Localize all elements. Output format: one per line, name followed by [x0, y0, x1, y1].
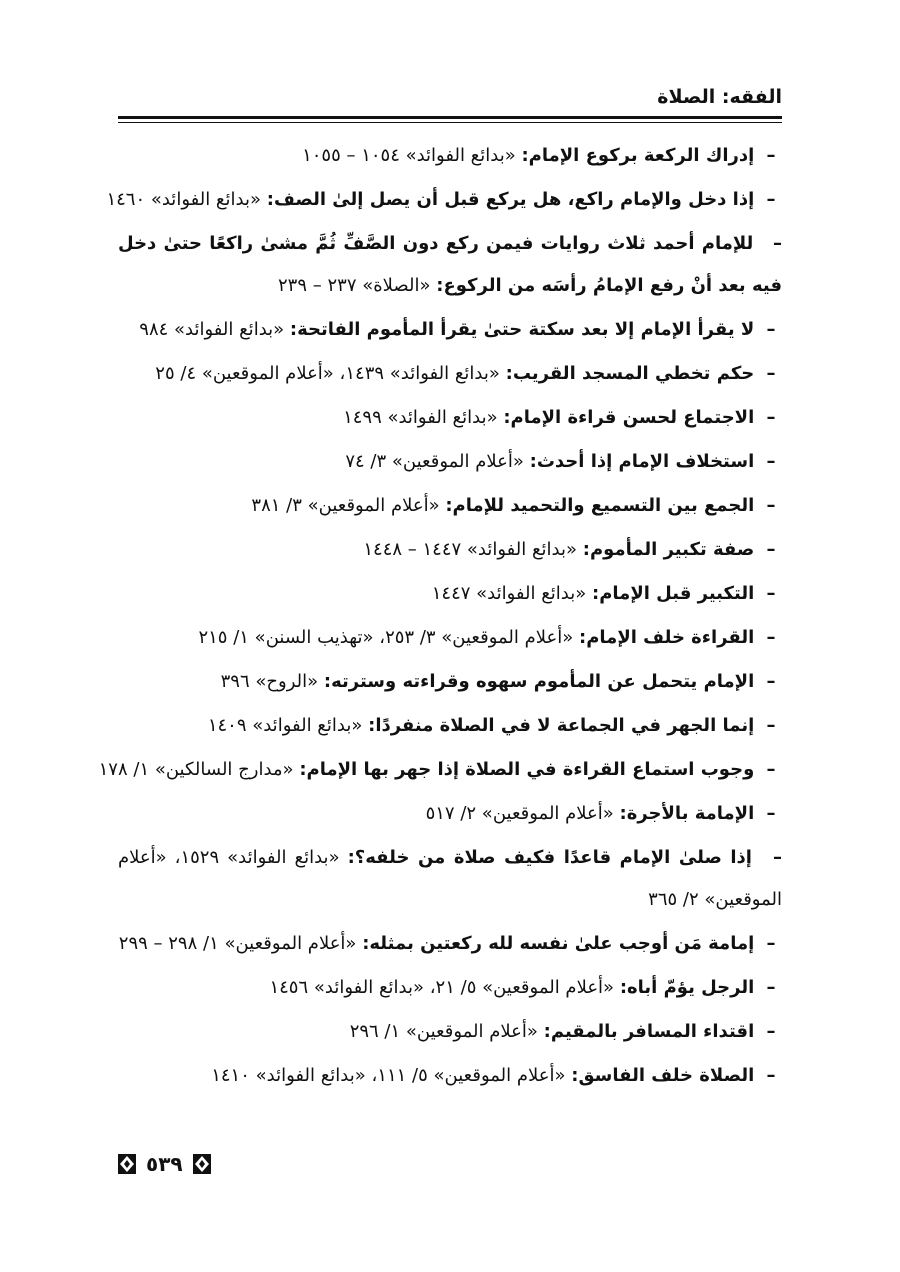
diamond-ornament-icon [118, 1154, 136, 1174]
index-entry: – إذا صلىٰ الإمام قاعدًا فكيف صلاة من خلفه؟: «بدائع الفوائد» ١٥٢٩، «أعلام الموقعين» ٢/ ٣٦٥ [118, 837, 782, 921]
running-header-title: الفقه: الصلاة [657, 86, 782, 108]
entry-topic: وجوب استماع القراءة في الصلاة إذا جهر بها الإمام [306, 759, 755, 780]
index-entry: – اقتداء المسافر بالمقيم: «أعلام الموقعين» ١/ ٢٩٦ [118, 1011, 782, 1053]
entry-reference: «أعلام الموقعين» ٣/ ٣٨١ [251, 495, 440, 516]
entry-reference: «بدائع الفوائد» ١٤٣٩، «أعلام الموقعين» ٤/ ٢٥ [155, 363, 500, 384]
index-entry: – حكم تخطي المسجد القريب: «بدائع الفوائد» ١٤٣٩، «أعلام الموقعين» ٤/ ٢٥ [118, 353, 782, 395]
entry-reference: «أعلام الموقعين» ٥/ ٢١، «بدائع الفوائد» ١٤٥٦ [269, 977, 615, 998]
entry-topic: القراءة خلف الإمام [586, 627, 755, 648]
entry-reference: «بدائع الفوائد» ١٤٩٩ [343, 407, 498, 428]
index-entry: – الصلاة خلف الفاسق: «أعلام الموقعين» ٥/ ١١١، «بدائع الفوائد» ١٤١٠ [118, 1055, 782, 1097]
page-number: ٥٣٩ [146, 1152, 183, 1176]
entry-dash: – [766, 319, 776, 340]
entry-reference: «بدائع الفوائد» ١٠٥٤ – ١٠٥٥ [302, 145, 516, 166]
header-rule-thin [118, 122, 782, 123]
entry-dash: – [766, 671, 776, 692]
index-entry: – صفة تكبير المأموم: «بدائع الفوائد» ١٤٤٧ – ١٤٤٨ [118, 529, 782, 571]
entry-reference: «الصلاة» ٢٣٧ – ٢٣٩ [278, 275, 431, 296]
index-entry: – إدراك الركعة بركوع الإمام: «بدائع الفوائد» ١٠٥٤ – ١٠٥٥ [118, 135, 782, 177]
entry-dash: – [766, 627, 776, 648]
entry-reference: «بدائع الفوائد» ١٤٠٩ [207, 715, 363, 736]
entry-topic: الإمام يتحمل عن المأموم سهوه وقراءته وسترته [331, 671, 755, 692]
entry-topic: الإمامة بالأجرة [626, 803, 755, 824]
entry-dash: – [766, 583, 776, 604]
index-entry: – للإمام أحمد ثلاث روايات فيمن ركع دون الصَّفِّ ثُمَّ مشىٰ راكعًا حتىٰ دخل فيه بعد أنْ رفع الإمامُ رأسَه من الركوع: «الصلاة» ٢٣٧ – ٢٣٩ [118, 223, 782, 307]
index-entry: – إذا دخل والإمام راكع، هل يركع قبل أن يصل إلىٰ الصف: «بدائع الفوائد» ١٤٦٠ [118, 179, 782, 221]
entry-dash: – [766, 933, 776, 954]
entry-dash: – [766, 1065, 776, 1086]
entry-dash: – [773, 233, 782, 254]
diamond-ornament-icon [193, 1154, 211, 1174]
entry-dash: – [766, 715, 776, 736]
entry-reference: «بدائع الفوائد» ٩٨٤ [139, 319, 285, 340]
index-entry: – الرجل يؤمّ أباه: «أعلام الموقعين» ٥/ ٢١، «بدائع الفوائد» ١٤٥٦ [118, 967, 782, 1009]
entry-dash: – [766, 451, 776, 472]
entry-dash: – [766, 145, 776, 166]
entry-reference: «الروح» ٣٩٦ [220, 671, 319, 692]
entry-dash: – [766, 803, 776, 824]
entry-topic: لا يقرأ الإمام إلا بعد سكتة حتىٰ يقرأ المأموم الفاتحة [297, 319, 755, 340]
entry-topic: الجمع بين التسميع والتحميد للإمام [452, 495, 755, 516]
entry-dash: – [766, 407, 776, 428]
entry-reference: «أعلام الموقعين» ٢/ ٥١٧ [425, 803, 614, 824]
entry-topic: إذا صلىٰ الإمام قاعدًا فكيف صلاة من خلفه؟ [354, 847, 752, 868]
entry-topic: إمامة مَن أوجب علىٰ نفسه لله ركعتين بمثله [369, 933, 755, 954]
entry-dash: – [766, 495, 776, 516]
index-entry: – الإمامة بالأجرة: «أعلام الموقعين» ٢/ ٥١٧ [118, 793, 782, 835]
page-folio [118, 1152, 211, 1176]
entry-reference: «أعلام الموقعين» ١/ ٢٩٨ – ٢٩٩ [118, 933, 357, 954]
entry-reference: «مدارج السالكين» ١/ ١٧٨ [98, 759, 294, 780]
entry-topic: الرجل يؤمّ أباه [627, 977, 755, 998]
entry-topic: الاجتماع لحسن قراءة الإمام [510, 407, 755, 428]
entry-reference: «بدائع الفوائد» ١٤٤٧ – ١٤٤٨ [363, 539, 578, 560]
entry-dash: – [766, 539, 776, 560]
index-entry: – إمامة مَن أوجب علىٰ نفسه لله ركعتين بمثله: «أعلام الموقعين» ١/ ٢٩٨ – ٢٩٩ [118, 923, 782, 965]
entry-topic: اقتداء المسافر بالمقيم [550, 1021, 755, 1042]
index-entry: – الاجتماع لحسن قراءة الإمام: «بدائع الفوائد» ١٤٩٩ [118, 397, 782, 439]
index-entry: – إنما الجهر في الجماعة لا في الصلاة منفردًا: «بدائع الفوائد» ١٤٠٩ [118, 705, 782, 747]
entry-reference: «أعلام الموقعين» ٣/ ٧٤ [345, 451, 524, 472]
entry-reference: «بدائع الفوائد» ١٤٤٧ [431, 583, 587, 604]
entry-dash: – [766, 977, 776, 998]
entry-reference: «أعلام الموقعين» ٣/ ٢٥٣، «تهذيب السنن» ١/ ٢١٥ [198, 627, 574, 648]
entry-topic: الصلاة خلف الفاسق [578, 1065, 755, 1086]
entry-topic: التكبير قبل الإمام [599, 583, 755, 604]
index-entry: – الجمع بين التسميع والتحميد للإمام: «أعلام الموقعين» ٣/ ٣٨١ [118, 485, 782, 527]
entry-reference: «أعلام الموقعين» ٥/ ١١١، «بدائع الفوائد» ١٤١٠ [211, 1065, 566, 1086]
entry-topic: إدراك الركعة بركوع الإمام [528, 145, 755, 166]
entry-reference: «أعلام الموقعين» ١/ ٢٩٦ [349, 1021, 538, 1042]
entry-topic: للإمام أحمد ثلاث روايات فيمن ركع دون الصَّفِّ ثُمَّ مشىٰ راكعًا حتىٰ دخل فيه بعد أنْ رفع الإمامُ رأسَه من الركوع [118, 233, 782, 296]
entry-topic: استخلاف الإمام إذا أحدث [536, 451, 755, 472]
entry-reference: «بدائع الفوائد» ١٤٦٠ [106, 189, 261, 210]
index-entry: – الإمام يتحمل عن المأموم سهوه وقراءته وسترته: «الروح» ٣٩٦ [118, 661, 782, 703]
entry-topic: حكم تخطي المسجد القريب [512, 363, 755, 384]
entry-dash: – [766, 759, 776, 780]
index-entry: – التكبير قبل الإمام: «بدائع الفوائد» ١٤٤٧ [118, 573, 782, 615]
index-entry: – استخلاف الإمام إذا أحدث: «أعلام الموقعين» ٣/ ٧٤ [118, 441, 782, 483]
index-entry: – لا يقرأ الإمام إلا بعد سكتة حتىٰ يقرأ المأموم الفاتحة: «بدائع الفوائد» ٩٨٤ [118, 309, 782, 351]
entry-topic: إذا دخل والإمام راكع، هل يركع قبل أن يصل إلىٰ الصف [273, 189, 755, 210]
entry-topic: إنما الجهر في الجماعة لا في الصلاة منفردًا [375, 715, 755, 736]
index-entry: – وجوب استماع القراءة في الصلاة إذا جهر بها الإمام: «مدارج السالكين» ١/ ١٧٨ [118, 749, 782, 791]
entry-dash: – [766, 1021, 776, 1042]
index-entry: – القراءة خلف الإمام: «أعلام الموقعين» ٣/ ٢٥٣، «تهذيب السنن» ١/ ٢١٥ [118, 617, 782, 659]
entry-topic: صفة تكبير المأموم [589, 539, 755, 560]
entry-dash: – [766, 189, 776, 210]
entry-dash: – [766, 363, 776, 384]
entry-reference: «بدائع الفوائد» ١٥٢٩، «أعلام الموقعين» ٢/ ٣٦٥ [118, 847, 782, 910]
header-rule-thick [118, 116, 782, 119]
entry-dash: – [772, 847, 782, 868]
